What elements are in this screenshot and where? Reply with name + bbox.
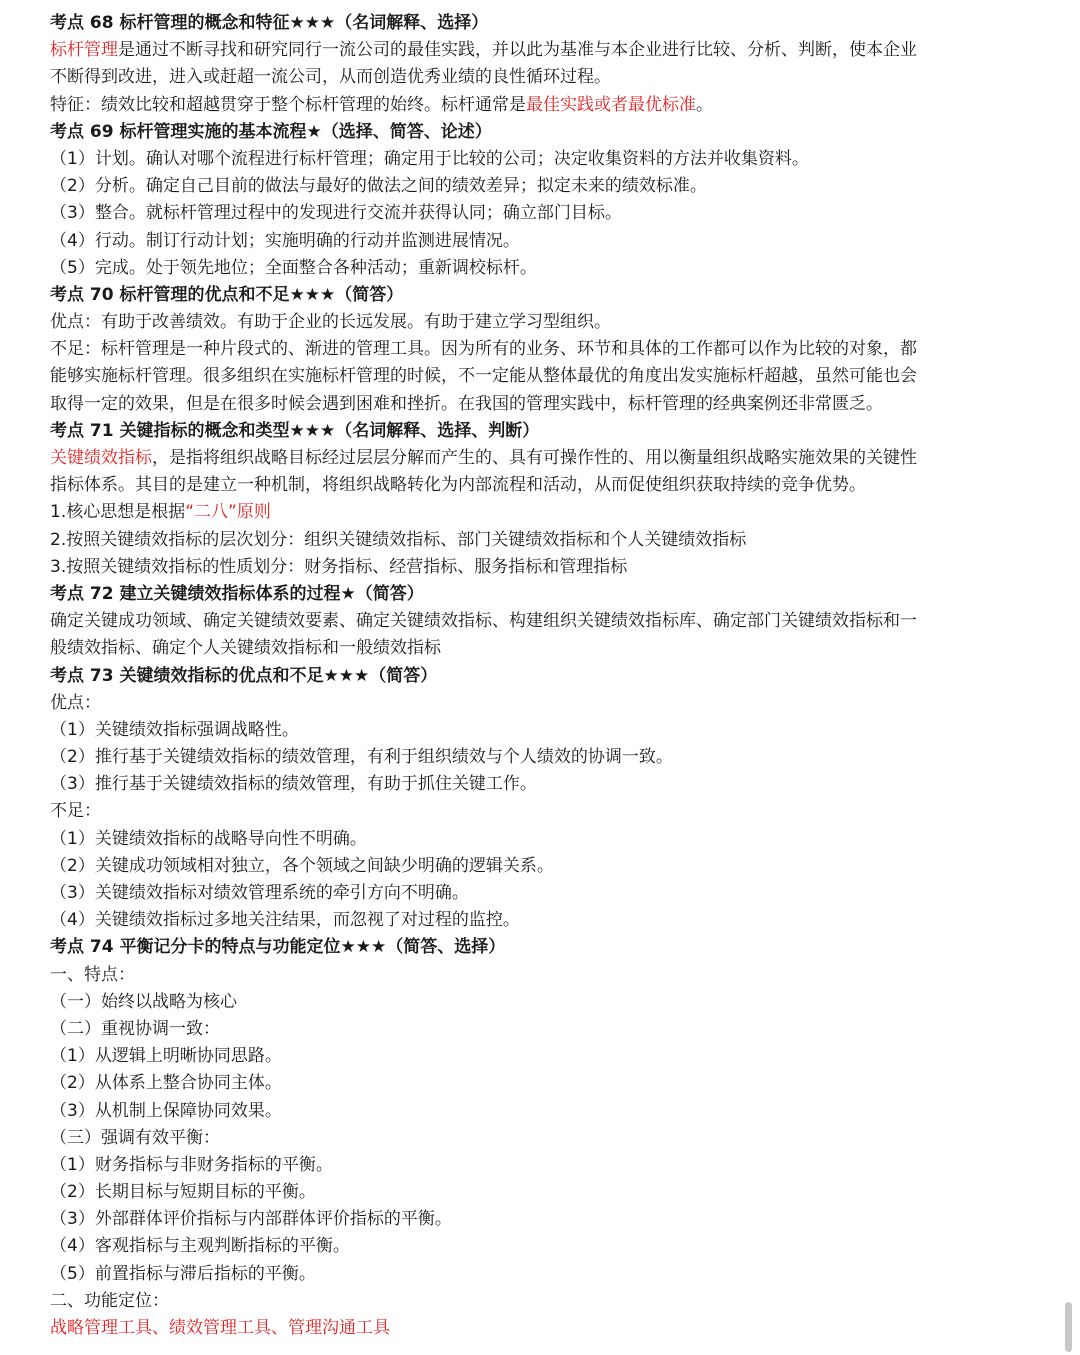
paragraph-line: 不断得到改进，进入或赶超一流公司，从而创造优秀业绩的良性循环过程。: [50, 67, 611, 88]
paragraph-line: [50, 92, 1040, 119]
list-item: （4）行动。制订行动计划；实施明确的行动并监测进展情况。: [50, 230, 520, 251]
list-item: （5）前置指标与滞后指标的平衡。: [50, 1263, 316, 1284]
list-item: （4）客观指标与主观判断指标的平衡。: [50, 1236, 350, 1257]
section-heading-71: 考点 71 关键指标的概念和类型★★★（名词解释、选择、判断）: [50, 420, 540, 441]
list-item: （2）关键成功领域相对独立，各个领域之间缺少明确的逻辑关系。: [50, 855, 554, 876]
line-text: 是通过不断寻找和研究同行一流公司的最佳实践，并以此为基准与本企业进行比较、分析、判断，使本企业: [118, 40, 917, 61]
list-item: （3）整合。就标杆管理过程中的发现进行交流并获得认同；确立部门目标。: [50, 203, 622, 224]
paragraph-line: 般绩效指标、确定个人关键绩效指标和一般绩效指标: [50, 638, 441, 659]
list-item: （1）计划。确认对哪个流程进行标杆管理；确定用于比较的公司；决定收集资料的方法并收集资料。: [50, 148, 809, 169]
scrollbar-thumb[interactable]: [1065, 1302, 1072, 1352]
sub-heading: 二、功能定位：: [50, 1290, 169, 1311]
list-item: 2.按照关键绩效指标的层次划分：组织关键绩效指标、部门关键绩效指标和个人关键绩效指标: [50, 529, 747, 550]
sub-heading: 一、特点：: [50, 964, 135, 985]
line-text: 特征：绩效比较和超越贯穿于整个标杆管理的始终。标杆通常是: [50, 94, 526, 115]
line-text: 1.核心思想是根据: [50, 502, 186, 523]
key-term: 标杆管理: [50, 40, 118, 61]
list-item: [50, 499, 1040, 526]
sub-heading: 不足：: [50, 801, 101, 822]
list-item: （1）关键绩效指标强调战略性。: [50, 719, 299, 740]
list-item: （1）财务指标与非财务指标的平衡。: [50, 1154, 333, 1175]
list-item: （2）分析。确定自己目前的做法与最好的做法之间的绩效差异；拟定未来的绩效标准。: [50, 176, 707, 197]
list-item: （3）从机制上保障协同效果。: [50, 1100, 282, 1121]
sub-heading: 优点：: [50, 692, 101, 713]
list-item: （3）关键绩效指标对绩效管理系统的牵引方向不明确。: [50, 883, 469, 903]
list-item: （1）从逻辑上明晰协同思路。: [50, 1046, 282, 1067]
paragraph-line: 取得一定的效果，但是在很多时候会遇到困难和挫折。在我国的管理实践中，标杆管理的经典案例还非常匮乏。: [50, 393, 883, 414]
section-heading-72: 考点 72 建立关键绩效指标体系的过程★（简答）: [50, 583, 424, 604]
section-heading-69: 考点 69 标杆管理实施的基本流程★（选择、简答、论述）: [50, 121, 492, 142]
paragraph-line: 能够实施标杆管理。很多组织在实施标杆管理的时候，不一定能从整体最优的角度出发实施标杆超越，虽然可能也会: [50, 366, 917, 387]
highlight-text: “二八”原则: [185, 502, 271, 523]
line-text: ，是指将组织战略目标经过层层分解而产生的、具有可操作性的、用以衡量组织战略实施效果的关键性: [152, 448, 917, 468]
list-item: （一）始终以战略为核心: [50, 991, 237, 1012]
key-term: 关键绩效指标: [50, 448, 152, 468]
highlight-text: 最佳实践或者最优标准: [526, 94, 696, 115]
section-heading-74: 考点 74 平衡记分卡的特点与功能定位★★★（简答、选择）: [50, 937, 506, 958]
list-item: （三）强调有效平衡：: [50, 1127, 220, 1148]
section-heading-70: 考点 70 标杆管理的优点和不足★★★（简答）: [50, 284, 404, 305]
paragraph-line: 优点：有助于改善绩效。有助于企业的长远发展。有助于建立学习型组织。: [50, 312, 611, 333]
paragraph-line: 不足：标杆管理是一种片段式的、渐进的管理工具。因为所有的业务、环节和具体的工作都可以作为比较的对象，都: [50, 339, 917, 360]
list-item: （3）推行基于关键绩效指标的绩效管理，有助于抓住关键工作。: [50, 774, 537, 795]
list-item: （2）从体系上整合协同主体。: [50, 1073, 282, 1094]
document-body: [50, 10, 1040, 1342]
list-item: （2）推行基于关键绩效指标的绩效管理，有利于组织绩效与个人绩效的协调一致。: [50, 747, 673, 768]
paragraph-line: [50, 445, 1040, 472]
list-item: （二）重视协调一致：: [50, 1018, 220, 1039]
section-heading-68: 考点 68 标杆管理的概念和特征★★★（名词解释、选择）: [50, 13, 489, 33]
line-suffix: 。: [696, 94, 713, 115]
list-item: （4）关键绩效指标过多地关注结果，而忽视了对过程的监控。: [50, 910, 520, 931]
list-item: （2）长期目标与短期目标的平衡。: [50, 1182, 316, 1203]
section-heading-73: 考点 73 关键绩效指标的优点和不足★★★（简答）: [50, 665, 438, 686]
list-item: （5）完成。处于领先地位；全面整合各种活动；重新调校标杆。: [50, 257, 537, 278]
list-item: 3.按照关键绩效指标的性质划分：财务指标、经营指标、服务指标和管理指标: [50, 556, 628, 577]
list-item: （1）关键绩效指标的战略导向性不明确。: [50, 828, 367, 849]
list-item: （3）外部群体评价指标与内部群体评价指标的平衡。: [50, 1209, 452, 1230]
paragraph-line: 确定关键成功领域、确定关键绩效要素、确定关键绩效指标、构建组织关键绩效指标库、确定部门关键绩效指标和一: [50, 611, 917, 632]
highlight-text: 战略管理工具、绩效管理工具、管理沟通工具: [50, 1318, 390, 1338]
paragraph-line: [50, 37, 1040, 64]
paragraph-line: 指标体系。其目的是建立一种机制，将组织战略转化为内部流程和活动，从而促使组织获取持续的竞争优势。: [50, 475, 866, 496]
